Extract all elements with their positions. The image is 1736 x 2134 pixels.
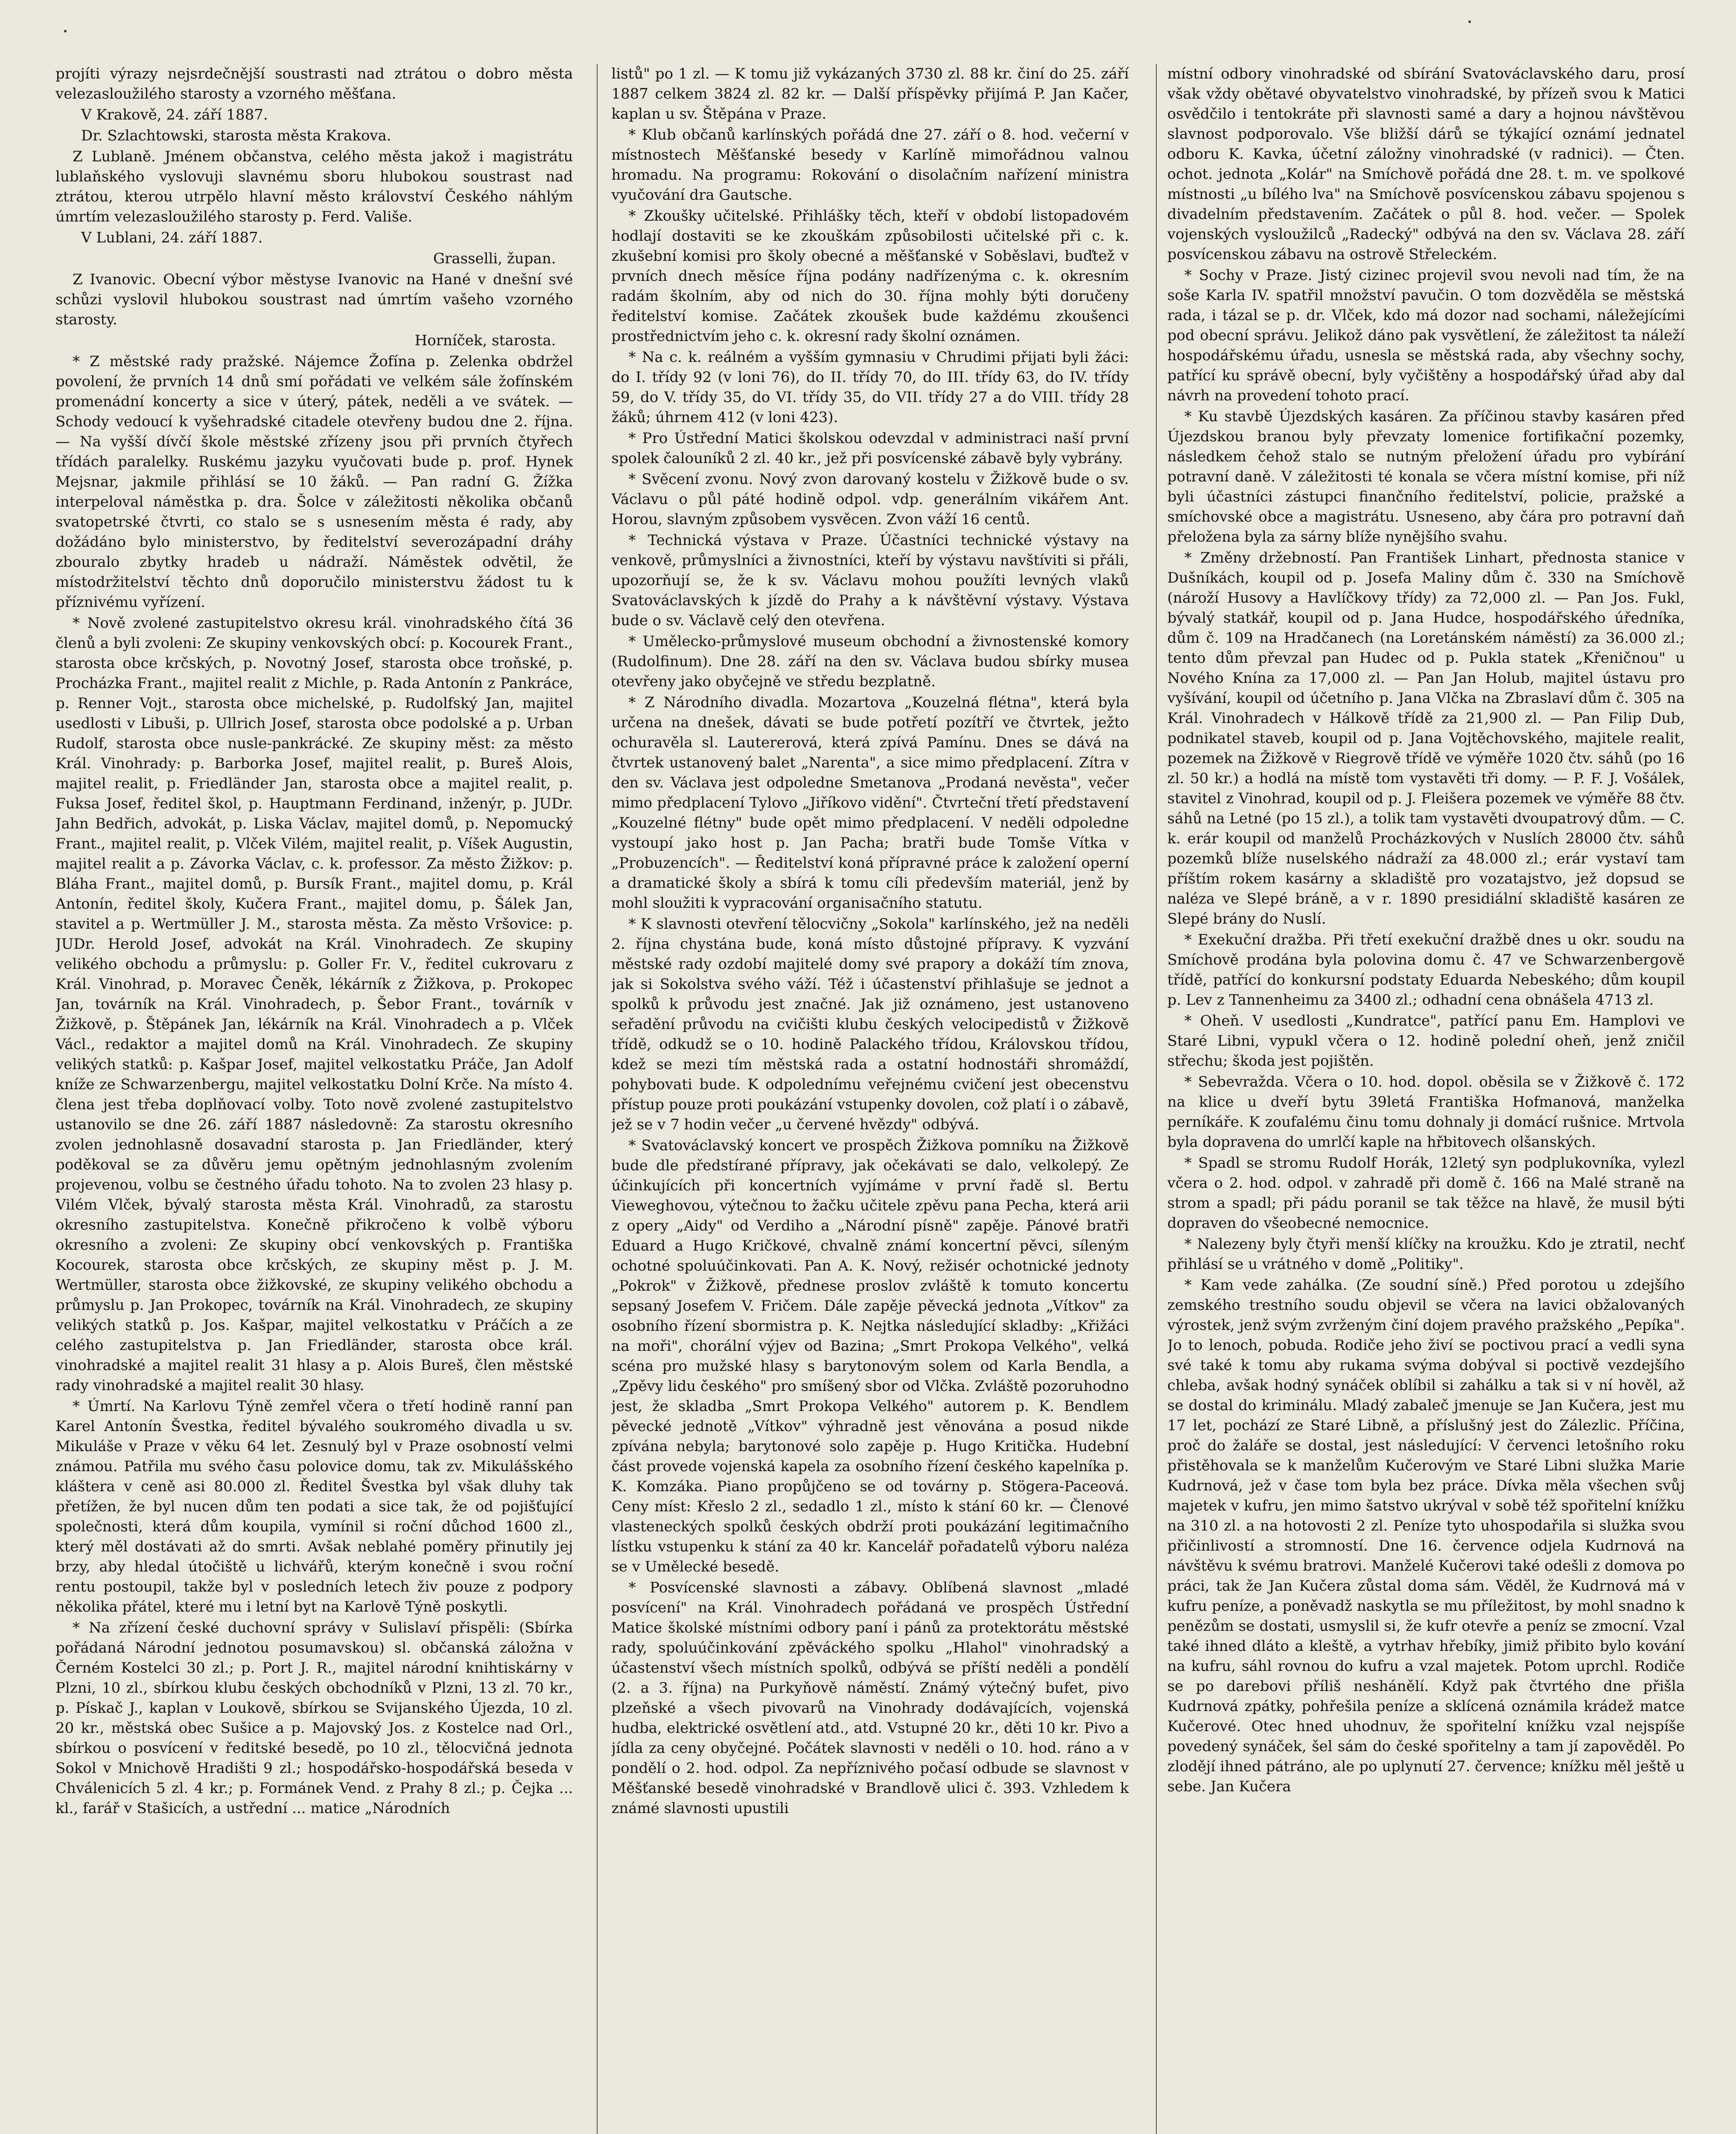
article-paragraph: Grasselli, župan. xyxy=(433,250,556,267)
article-paragraph: * Umělecko-průmyslové museum obchodní a živnostenské komory (Rudolfinum). Dne 28. září na den sv. Václava budou sbírky musea otevřeny jako obyčejně ve středu bezplatně. xyxy=(611,633,1129,690)
print-speck xyxy=(64,30,67,32)
article-paragraph: * Oheň. V usedlosti „Kundratce", patřící panu Em. Hamplovi ve Staré Libni, vypukl včera o 12. hodině polední oheň, jenž zničil střechu; škoda jest pojištěn. xyxy=(1167,1012,1685,1070)
column-middle xyxy=(611,64,1129,2134)
article-paragraph: * Na zřízení české duchovní správy v Sulislaví přispěli: (Sbírka pořádaná Národní jednotou posumavskou) sl. občanská záložna v Černém Kostelci 30 zl.; p. Port J. R., majitel národní knihtiskárny v Plzni, 10 zl., sbírkou klubu českých obchodníků v Plzni, 13 zl. 70 kr., p. Pískač J., kaplan v Loukově, sbírkou se Svijanského Újezda, 10 zl. 20 kr., městská obec Sušice a p. Majovský Jos. z Kostelce nad Orl., sbírkou o posvícení v ředitské besedě, po 10 zl., tělocvičná jednota Sokol v Mnichově Hradišti 9 zl.; hospodářsko-hospodářská beseda v Chválenicích 5 zl. 4 kr.; p. Formánek Vend. z Prahy 8 zl.; p. Čejka ... kl., farář v Stašicích, a ustřední ... matice „Národních xyxy=(55,1619,573,1817)
article-paragraph: * Technická výstava v Praze. Účastníci technické výstavy na venkově, průmyslníci a živnostníci, kteří by výstavu navštíviti si přáli, upozorňují se, že k sv. Václavu mohou použíti levných vlaků Svatováclavských k jízdě do Prahy a k návštěvní výstavy. Výstava bude o sv. Václavě celý den otevřena. xyxy=(611,532,1129,629)
article-paragraph: * Sebevražda. Včera o 10. hod. dopol. oběsila se v Žižkově č. 172 na klice u dveří bytu 39letá Františka Hofmanová, manželka perníkáře. K zoufalému činu tomu dohnaly ji domácí rušnice. Mrtvola byla dopravena do umrlčí kaple na hřbitovech olšanských. xyxy=(1167,1073,1685,1151)
column-left xyxy=(55,64,573,2134)
article-paragraph: Z Lublaně. Jménem občanstva, celého města jakož i magistrátu lublaňského vyslovuji slavnému sboru hlubokou soustrast nad ztrátou, kterou utrpělo hlavní město království Českého náhlým úmrtím velezasloužilého starosty p. Ferd. Vališe. xyxy=(55,148,573,225)
article-paragraph: * Posvícenské slavnosti a zábavy. Oblíbená slavnost „mladé posvícení" na Král. Vinohradech pořádaná ve prospěch Ústřední Matice školské místními odbory paní i pánů za protektorátu městské rady, spoluúčinkování zpěváckého spolku „Hlahol" vinohradský a účastenství všech místních spolků, odbývá se příští neděli a pondělí (2. a 3. října) na Purkyňově náměstí. Známý výtečný bufet, pivo plzeňské a všech pivovarů na Vinohrady dodávajících, vojenská hudba, elektrické osvětlení atd., atd. Vstupné 20 kr., děti 10 kr. Pivo a jídla za ceny obyčejné. Počátek slavnosti v neděli o 10. hod. ráno a v pondělí o 2. hod. odpol. Za nepříznivého počasí odbude se slavnost v Měšťanské besedě vinohradské v Brandlově ulici č. 393. Vzhledem k známé slavnosti upustili xyxy=(611,1579,1129,1817)
article-paragraph: Horníček, starosta. xyxy=(414,332,556,349)
article-paragraph: * Klub občanů karlínských pořádá dne 27. září o 8. hod. večerní v místnostech Měšťanské besedy v Karlíně mimořádnou valnou hromadu. Na programu: Rokování o disolačním nařízení ministra vyučování dra Gautsche. xyxy=(611,126,1129,204)
article-paragraph: * Z Národního divadla. Mozartova „Kouzelná flétna", která byla určena na dnešek, dávati se bude potřetí pozítří ve čtvrtek, ježto ochuravěla sl. Lautererová, která zpívá Pamínu. Dnes se dává na čtvrtek ustanovený balet „Narenta", a sice mimo předplacení. Zítra v den sv. Václava jest odpoledne Smetanova „Prodaná nevěsta", večer mimo předplacení Tylovo „Jiříkovo vidění". Čtvrteční třetí představení „Kouzelné flétny" bude opět mimo předplacení. V neděli odpoledne vystoupí jako host p. Jan Pacha; bratři bude Tomše Vítka v „Probuzencích". — Ředitelství koná přípravné práce k založení operní a dramatické školy a sbírá k tomu cíli především materiál, jenž by mohl sloužiti k vypracování organisačního statutu. xyxy=(611,694,1129,912)
article-paragraph: * Exekuční dražba. Při třetí exekuční dražbě dnes u okr. soudu na Smíchově prodána byla polovina domu č. 47 ve Schwarzenbergově třídě, patřící do konkursní podstaty Eduarda Nebeského; dům koupil p. Lev z Tannenheimu za 3400 zl.; odhadní cena obnášela 4713 zl. xyxy=(1167,931,1685,1009)
article-paragraph: * Svatováclavský koncert ve prospěch Žižkova pomníku na Žižkově bude dle předstírané přípravy, jak očekávati se dalo, velkolepý. Ze účinkujících při koncertních vyjímáme v první řadě sl. Bertu Vieweghovou, výtečnou to žačku učitele zpěvu pana Pecha, která arii z opery „Aidy" od Verdiho a „Národní písně" zapěje. Pánové bratři Eduard a Hugo Kričkové, chvalně známí koncertní pěvci, síleným ochotné spoluúčinkovati. Pan A. K. Nový, režisér ochotnické jednoty „Pokrok" v Žižkově, přednese proslov zvláště k tomuto koncertu sepsaný Josefem V. Fričem. Dále zapěje pěvecká jednota „Vítkov" za osobního řízení sbormistra p. K. Nejtka následující skladby: „Křižáci na moři", chorální výjev od Bazina; „Smrt Prokopa Velkého", velká scéna pro mužské hlasy s barytonovým solem od Karla Bendla, a „Zpěvy lidu českého" pro smíšený sbor od Vlčka. Zvláště pozoruhodno jest, že skladba „Smrt Prokopa Velkého" autorem p. K. Bendlem pěvecké jednotě „Vítkov" výhradně jest věnována a posud nikde zpívána nebyla; barytonové solo zapěje p. Hugo Kritička. Hudební část provede vojenská kapela za osobního řízení českého kapelníka p. K. Komzáka. Piano propůjčeno se od továrny p. Stögera-Paceová. Ceny míst: Křeslo 2 zl., sedadlo 1 zl., místo k stání 60 kr. — Členové vlasteneckých spolků českých obdrží proti poukázání legitimačního lístku vstupenku k stání za 40 kr. Kancelář pořadatelů výboru naléza se v Umělecké besedě. xyxy=(611,1137,1129,1575)
column-right xyxy=(1167,64,1685,2134)
article-paragraph: * Ku stavbě Újezdských kasáren. Za příčinou stavby kasáren před Újezdskou branou byly převzaty lomenice fortifikační pozemky, následkem čehož stalo se nutným přeložení úřadu pro vybírání potravní daně. V záležitosti té konala se včera místní komise, při níž byli účastníci zástupci finančního ředitelství, policie, pražské a smíchovské obce a magistrátu. Usneseno, aby čára pro potravní daň přeložena byla za sárny blíže nynějšího svahu. xyxy=(1167,408,1685,545)
article-paragraph: * Na c. k. reálném a vyšším gymnasiu v Chrudimi přijati byli žáci: do I. třídy 92 (v loni 76), do II. třídy 70, do III. třídy 63, do IV. třídy 59, do V. třídy 35, do VI. třídy 35, do VII. třídy 27 a do VIII. třídy 28 žáků; úhrnem 412 (v loni 423). xyxy=(611,349,1129,426)
column-divider xyxy=(597,64,598,2134)
article-paragraph: * Z městské rady pražské. Nájemce Žofína p. Zelenka obdržel povolení, že prvních 14 dnů smí pořádati ve velkém sále žofínském promenádní koncerty a sice v úterý, pátek, neděli a ve svátek. — Schody vedoucí k vyšehradské citadele otevřeny budou dne 2. října. — Na vyšší dívčí škole městské zřízeny jsou při prvních čtyřech třídách paralelky. Ruskému jazyku vyučovati bude p. prof. Hynek Mejsnar, jakmile přihlásí se 10 žáků. — Pan radní G. Žížka interpeloval náměstka p. dra. Šolce v záležitosti několika občanů svatopetrské čtvrti, co stalo se s usnesením města é rady, aby dožádáno bylo ministerstvo, by ředitelství severozápadní dráhy zbouralo zbytky hradeb u nádraží. Náměstek odvětil, že místodržitelství těchto dnů doporučilo ministerstvu žádost tu k příznivému vyřízení. xyxy=(55,353,573,611)
text-columns xyxy=(55,64,1685,2134)
article-paragraph: * Nalezeny byly čtyři menší klíčky na kroužku. Kdo je ztratil, nechť přihlásí se u vrátného v domě „Politiky". xyxy=(1167,1236,1685,1273)
article-paragraph: Dr. Szlachtowski, starosta města Krakova. xyxy=(81,127,391,144)
article-paragraph: * K slavnosti otevření tělocvičny „Sokola" karlínského, jež na neděli 2. října chystána bude, koná místo důstojné přípravy. K vyzvání městské rady ozdobí majitelé domy své prapory a dokáží tím znova, jak si Sokolstva svého váží. Též i účastenství přihlašuje se jednot a spolků k průvodu jest značné. Jak již oznámeno, jest ustanoveno seřadění průvodu na cvičišti klubu českých velocipedistů v Žižkově třídě, odkudž se o 10. hodině Palackého třídou, Královskou třídou, kdež se mezi tím městská rada a ostatní hodnostáři shromáždí, pohybovati bude. K odpolednímu veřejnému cvičení jest obecenstvu přístup pouze proti poukázání vstupenky dovolen, což platí i o zábavě, jež se v 7 hodin večer „u červené hvězdy" odbývá. xyxy=(611,915,1129,1133)
article-paragraph: * Nově zvolené zastupitelstvo okresu král. vinohradského čítá 36 členů a byli zvoleni: Ze skupiny venkovských obcí: p. Kocourek Frant., starosta obce krčských, p. Novotný Josef, starosta obce troňské, p. Procházka Frant., majitel realit z Michle, p. Rada Antonín z Pankráce, p. Renner Vojt., starosta obce michelské, p. Rudolfský Jan, majitel usedlosti v Libuši, p. Ullrich Josef, starosta obce podolské a p. Urban Rudolf, starosta obce nusle-pankrácké. Ze skupiny měst: za město Král. Vinohrady: p. Barborka Josef, majitel realit, p. Bureš Alois, majitel realit, p. Friedländer Jan, starosta obce a majitel realit, p. Fuksa Josef, ředitel škol, p. Hauptmann Ferdinand, inženýr, p. JUDr. Jahn Bedřich, advokát, p. Liska Václav, majitel domů, p. Nepomucký Frant., majitel realit, p. Vlček Vilém, majitel realit, p. Víšek Augustin, majitel realit a p. Závorka Václav, c. k. professor. Za město Žižkov: p. Bláha Frant., majitel domů, p. Bursík Frant., majitel domu, p. Král Antonín, ředitel školy, Kučera Frant., majitel domu, p. Šálek Jan, stavitel a p. Wertmüller J. M., starosta města. Za město Vršovice: p. JUDr. Herold Josef, advokát na Král. Vinohradech. Ze skupiny velikého obchodu a průmyslu: p. Goller Fr. V., ředitel cukrovaru z Král. Vinohrad, p. Moravec Čeněk, lékárník z Žižkova, p. Prokopec Jan, továrník na Král. Vinohradech, p. Šebor Frant., továrník v Žižkově, p. Štěpánek Jan, lékárník na Král. Vinohradech a p. Vlček Václ., redaktor a majitel domů na Král. Vinohradech. Ze skupiny velikých statků: p. Kašpar Josef, majitel velkostatku Práče, Jan Adolf kníže ze Schwarzenbergu, majitel velkostatku Dolní Krče. Na místo 4. člena jest třeba doplňovací volby. Toto nově zvolené zastupitelstvo ustanovilo se dne 26. září 1887 následovně: Za starostu okresního zvolen jednohlasně dosavadní starosta p. Jan Friedländer, který poděkoval se za důvěru jemu opětným jednohlasným zvolením projevenou, volbu se čestného úřadu tohoto. Na to zvolen 23 hlasy p. Vilém Vlček, bývalý starosta města Král. Vinohradů, za starostu okresního zastupitelstva. Konečně přikročeno k volbě výboru okresního a zvoleni: Ze skupiny obcí venkovských p. Františka Kocourek, starosta obce krčských, ze skupiny měst p. J. M. Wertmüller, starosta obce žižkovské, ze skupiny velikého obchodu a průmyslu p. Jan Prokopec, továrník na Král. Vinohradech, ze skupiny velikých statků p. Jos. Kašpar, majitel velkostatku v Práčích a ze celého zastupitelstva p. Jan Friedländer, starosta obce král. vinohradské a majitel realit 31 hlasy a p. Alois Bureš, člen městské rady vinohradské a majitel realit 30 hlasy. xyxy=(55,615,573,1394)
article-paragraph: * Úmrtí. Na Karlovu Týně zemřel včera o třetí hodině ranní pan Karel Antonín Švestka, ředitel bývalého soukromého divadla u sv. Mikuláše v Praze v věku 64 let. Zesnulý byl v Praze osobností velmi známou. Patřila mu svého času polovice domu, tak zv. Mikulášského kláštera v ceně asi 80.000 zl. Ředitel Švestka byl však dluhy tak přetížen, že byl nucen dům ten podati a sice tak, že od pojišťující společnosti, která dům koupila, vymínil si roční důchod 1600 zl., který měl dostávati až do smrti. Avšak neblahé poměry přinutily jej brzy, aby hledal útočiště u lichvářů, kterým konečně i svou roční rentu postoupil, takže byl v posledních letech živ pouze z podpory několika přátel, které mu i letní byt na Karlově Týně poskytli. xyxy=(55,1398,573,1615)
article-paragraph: * Pro Ústřední Matici školskou odevzdal v administraci naší první spolek čalouníků 2 zl. 40 kr., jež při posvícenské zábavě byly vybrány. xyxy=(611,430,1129,467)
article-paragraph: * Sochy v Praze. Jistý cizinec projevil svou nevoli nad tím, že na soše Karla IV. spatřil množství pavučin. O tom dozvěděla se městská rada, i tázal se p. dr. Vlček, kdo má dozor nad sochami, náležejícími pod obecní správu. Jelikož dáno pak vysvětlení, že záležitost ta náleží hospodářskému úřadu, usnesla se městská rada, aby všechny sochy, patřící ku správě obecní, byly vyčištěny a hospodářský úřad aby dal návrh na provedení tohoto prací. xyxy=(1167,267,1685,404)
article-paragraph: listů" po 1 zl. — K tomu již vykázaných 3730 zl. 88 kr. činí do 25. září 1887 celkem 3824 zl. 82 kr. — Další příspěvky přijímá P. Jan Kačer, kaplan u sv. Štěpána v Praze. xyxy=(611,65,1129,122)
print-speck xyxy=(1468,20,1471,23)
article-paragraph: * Změny držebností. Pan František Linhart, přednosta stanice v Dušníkách, koupil od p. Josefa Maliny dům č. 330 na Smíchově (nároží Husovy a Havlíčkovy třídy) za 72,000 zl. — Pan Jos. Fukl, bývalý statkář, koupil od p. Jana Hudce, hospodářského úředníka, dům č. 109 na Hradčanech (na Loretánském náměstí) za 36.000 zl.; tento dům převzal pan Hudec od p. Pukla statek „Křeničnou" u Nového Knína za 17,000 zl. — Pan Jan Holub, majitel ústavu pro vyšívání, koupil od účetního p. Jana Vlčka na Zbraslaví dům č. 305 na Král. Vinohradech v Hálkově třídě za 21,900 zl. — Pan Filip Dub, podnikatel staveb, koupil od p. Jana Vojtěchovského, majitele realit, pozemek na Žižkově v Riegrově třídě ve výměře 1020 čtv. sáhů (po 16 zl. 50 kr.) a hodlá na místě tom vystavěti tři domy. — P. F. J. Vošálek, stavitel z Vinohrad, koupil od p. J. Fleišera pozemek ve výměře 88 čtv. sáhů na Letné (po 15 zl.), a tolik tam vystavěti dvoupatrový dům. — C. k. erár koupil od manželů Procházkových v Nuslích 28000 čtv. sáhů pozemků blíže nuselského nádraží za 48.000 zl.; erár vystaví tam příštím rokem kasárny a skladiště pro vozatajstvo, jež dopsud se naléza ve Slepé bráně, a v r. 1890 presidiální skladiště kasáren ze Slepé brány do Nuslí. xyxy=(1167,549,1685,927)
article-paragraph: Z Ivanovic. Obecní výbor městyse Ivanovic na Hané v dnešní své schůzi vyslovil hlubokou soustrast nad úmrtím vašeho vzorného starosty. xyxy=(55,271,573,328)
article-paragraph: projíti výrazy nejsrdečnější soustrasti nad ztrátou o dobro města velezasloužilého starosty a vzorného měšťana. xyxy=(55,65,573,102)
article-paragraph: * Kam vede zahálka. (Ze soudní síně.) Před porotou u zdejšího zemského trestního soudu objevil se včera na lavici obžalovaných výrostek, jenž svým zvrženým činí dojem pravého pražského „Pepíka". Jo to lenoch, pobuda. Rodiče jeho živí se poctivou prací a vedli syna své také k tomu aby rukama svýma dobýval si poctivě vezdejšího chleba, avšak hodný synáček oblíbil si zahálku a tak si v ní hověl, až se dostal do kriminálu. Mladý zabaleč jmenuje se Jan Kučera, jest mu 17 let, pochází ze Staré Libně, a příslušný jest do Zálezlic. Příčina, proč do žaláře se dostal, jest následující: V červenci letošního roku přistěhovala se k manželům Kučerovým ve Staré Libni služka Marie Kudrnová, jež v čase tom byla bez práce. Dívka měla všechen svůj majetek v kufru, jen mimo šatstvo ukrýval v sobě též spořitelní knížku na 310 zl. a na hotovosti 2 zl. Peníze tyto uhospodařila si služka svou přičinlivostí a stromností. Dne 16. července odjela Kudrnová na návštěvu k svému bratrovi. Manželé Kučerovi také odešli z domova po práci, tak že Jan Kučera zůstal doma sám. Věděl, že Kudrnová má v kufru peníze, a poněvadž naskytla se mu příležitost, by mohl snadno k penězům se dostati, usmyslil si, že kufr otevře a peníz se zmocní. Vzal také ihned dláto a kleště, a vytrhav hřebíky, jimiž přibito bylo kování na kufru, sáhl rovnou do kufru a vzal majetek. Potom uprchl. Rodiče se po darebovi příliš neshánělí. Když pak čtvrtého dne přišla Kudrnová zpátky, pohřešila peníze a sklícená oznámila krádež matce Kučerové. Otec hned uhodnuv, že spořitelní knížku vzal nejspíše povedený synáček, šel sám do české spořitelny a tam jí zapověděl. Po zlodějí ihned pátráno, ale po uplynutí 27. července; knížku měl ještě u sebe. Jan Kučera xyxy=(1167,1277,1685,1795)
article-paragraph: V Krakově, 24. září 1887. xyxy=(81,106,268,123)
article-paragraph: V Lublani, 24. září 1887. xyxy=(81,229,263,246)
column-divider xyxy=(1156,64,1157,2134)
article-paragraph: * Spadl se stromu Rudolf Horák, 12letý syn podplukovníka, vylezl včera o 2. hod. odpol. v zahradě při domě č. 166 na Malé straně na strom a spadl; při pádu poranil se tak těžce na hlavě, že musil býti dopraven do všeobecné nemocnice. xyxy=(1167,1154,1685,1232)
article-paragraph: * Zkoušky učitelské. Přihlášky těch, kteří v období listopadovém hodlají dostaviti se ke zkouškám způsobilosti učitelské při c. k. zkušební komisi pro školy obecné a měšťanské v Soběslavi, buďtež v prvních dnech měsíce října podány nadřízenýma c. k. okresním radám školním, aby od nich do 30. října mohly býti doručeny ředitelství komise. Začátek zkoušek bude každému zkoušenci prostřednictvím jeho c. k. okresní rady školní oznámen. xyxy=(611,207,1129,345)
article-paragraph: místní odbory vinohradské od sbírání Svatováclavského daru, prosí však vždy obětavé obyvatelstvo vinohradské, by přízeň svou k Matici osvědčilo i tentokráte při slavnosti samé a dary a hojnou návštěvou slavnost podporovalo. Vše bližší dárů se týkající oznámí jednatel odboru K. Kavka, účetní záložny vinohradské (v radnici). — Čten. ochot. jednota „Kolár" na Smíchově pořádá dne 28. t. m. ve spolkové místnosti „u bílého lva" na Smíchově posvícenskou zábavu spojenou s divadelním představením. Začátek o půl 8. hod. večer. — Spolek vojenských vysloužilců „Radecký" odbývá na den sv. Václava 28. září posvícenskou zábavu na ostrově Střeleckém. xyxy=(1167,65,1685,263)
article-paragraph: * Svěcení zvonu. Nový zvon darovaný kostelu v Žižkově bude o sv. Václavu o půl páté hodině odpol. vdp. generálním vikářem Ant. Horou, slavným způsobem vysvěcen. Zvon váží 16 centů. xyxy=(611,471,1129,528)
